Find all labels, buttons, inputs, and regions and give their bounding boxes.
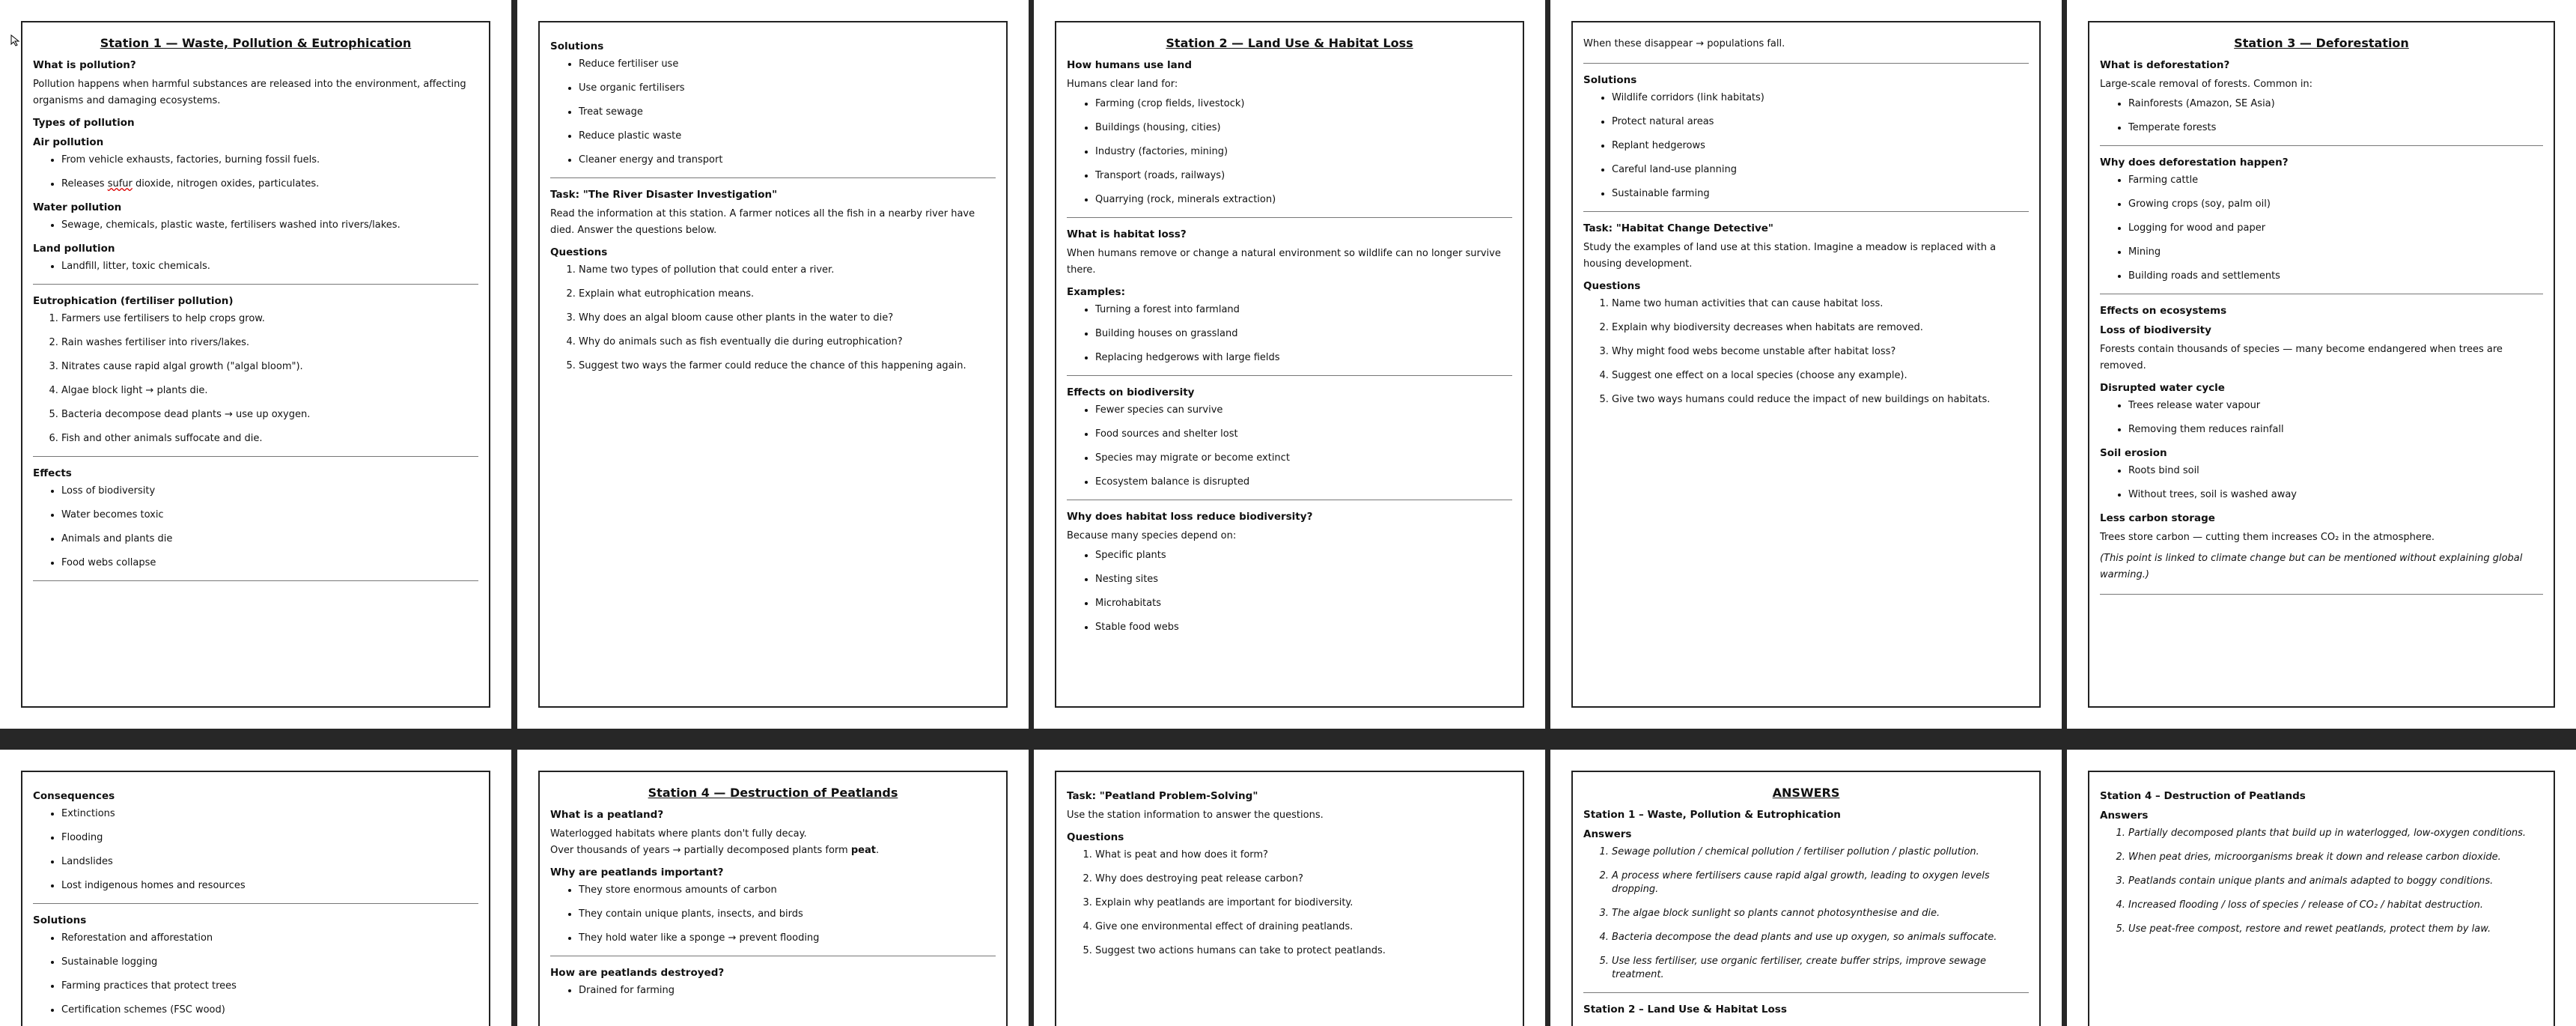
list-item: 1. Sewage pollution / chemical pollution / fertiliser pollution / plastic pollution. — [1612, 846, 2029, 859]
list-item: 3. Why does an algal bloom cause other plants in the water to die? — [579, 312, 996, 325]
paragraph: Use the station information to answer the questions. — [1067, 810, 1324, 821]
list-item: • Replant hedgerows — [1612, 139, 2029, 153]
list-item: • Logging for wood and paper — [2128, 222, 2543, 235]
list-item: • Building roads and settlements — [2128, 270, 2543, 283]
list-item: • Reforestation and afforestation — [61, 932, 478, 945]
page-7 — [517, 750, 1029, 1026]
list-item: 4. Suggest one effect on a local species (choose any example). — [1612, 369, 2029, 383]
list-item: 2. A process where fertilisers cause rapid algal growth, leading to oxygen levels dropping. — [1612, 869, 2029, 896]
list-item: 2. Explain why biodiversity decreases when habitats are removed. — [1612, 321, 2029, 335]
bullet-list — [1583, 91, 2029, 201]
divider — [1067, 375, 1512, 376]
heading: Solutions — [33, 914, 87, 926]
heading: How are peatlands destroyed? — [550, 967, 725, 979]
list-item: 6. Fish and other animals suffocate and die. — [61, 432, 478, 446]
list-item: • Buildings (housing, cities) — [1095, 121, 1512, 135]
subheading: Air pollution — [33, 136, 104, 148]
divider — [33, 580, 478, 581]
list-item: 3. Peatlands contain unique plants and animals adapted to boggy conditions. — [2128, 875, 2543, 888]
station-2-title: Station 2 — Land Use & Habitat Loss — [1166, 36, 1413, 50]
bold-term: peat — [850, 845, 876, 856]
heading: Task: "The River Disaster Investigation" — [550, 189, 778, 201]
paragraph: Read the information at this station. A farmer notices all the fish in a nearby river have died. Answer the questions below. — [550, 208, 975, 236]
station-1-title: Station 1 — Waste, Pollution & Eutrophication — [100, 36, 412, 50]
bullet-list — [2100, 97, 2543, 135]
note: (This point is linked to climate change but can be mentioned without explaining global warming.) — [2100, 553, 2523, 580]
divider — [33, 284, 478, 285]
list-item: • Roots bind soil — [2128, 464, 2543, 478]
list-item: • Specific plants — [1095, 549, 1512, 562]
paragraph: Waterlogged habitats where plants don't fully decay. — [550, 828, 807, 840]
bullet-list — [1067, 97, 1512, 207]
list-item: • Protect natural areas — [1612, 115, 2029, 129]
list-item: • Growing crops (soy, palm oil) — [2128, 198, 2543, 211]
list-item: • Wildlife corridors (link habitats) — [1612, 91, 2029, 105]
heading: Task: "Habitat Change Detective" — [1583, 222, 1773, 234]
heading: Consequences — [33, 790, 115, 802]
list-item: • Rainforests (Amazon, SE Asia) — [2128, 97, 2543, 111]
page-3-frame — [1055, 21, 1524, 708]
subheading: Water pollution — [33, 201, 122, 213]
page-10 — [2067, 750, 2576, 1026]
heading: Station 1 – Waste, Pollution & Eutrophication — [1583, 809, 1841, 821]
list-item: 5. Use less fertiliser, use organic fertiliser, create buffer strips, improve sewage treatment. — [1612, 955, 2029, 982]
station-3-title: Station 3 — Deforestation — [2234, 36, 2409, 50]
list-item: • Use organic fertilisers — [579, 82, 996, 95]
subheading: Land pollution — [33, 243, 115, 255]
subheading: Soil erosion — [2100, 447, 2167, 459]
list-item: 4. Give one environmental effect of draining peatlands. — [1095, 920, 1512, 934]
divider — [1583, 211, 2029, 212]
list-item: • Food webs collapse — [61, 556, 478, 570]
bullet-list — [33, 219, 478, 232]
list-item: • They store enormous amounts of carbon — [579, 884, 996, 897]
heading: What is pollution? — [33, 59, 136, 71]
divider — [2100, 594, 2543, 595]
list-item: • Temperate forests — [2128, 121, 2543, 135]
subheading: Answers — [2100, 810, 2149, 822]
heading: What is a peatland? — [550, 809, 664, 821]
list-item: • Without trees, soil is washed away — [2128, 488, 2543, 502]
numbered-list — [550, 264, 996, 373]
page-5 — [2067, 0, 2576, 729]
heading: Solutions — [1583, 74, 1637, 86]
numbered-list — [1067, 849, 1512, 958]
station-4-title: Station 4 — Destruction of Peatlands — [648, 786, 898, 800]
numbered-list — [1583, 846, 2029, 982]
divider — [33, 903, 478, 904]
bullet-list — [550, 884, 996, 945]
heading: Task: "Peatland Problem-Solving" — [1067, 790, 1258, 802]
list-item: • Certification schemes (FSC wood) — [61, 1004, 478, 1017]
page-9-frame — [1571, 771, 2041, 1026]
paragraph: When these disappear → populations fall. — [1583, 38, 1785, 49]
list-item: 1. Name two types of pollution that could enter a river. — [579, 264, 996, 277]
list-item: • Farming (crop fields, livestock) — [1095, 97, 1512, 111]
divider — [33, 456, 478, 457]
list-item: 2. Why does destroying peat release carbon? — [1095, 872, 1512, 886]
page-2-frame — [538, 21, 1008, 708]
text: . — [875, 845, 880, 856]
list-item: • Transport (roads, railways) — [1095, 169, 1512, 183]
page-9 — [1550, 750, 2062, 1026]
numbered-list — [33, 312, 478, 446]
list-item: 2. Rain washes fertiliser into rivers/lakes. — [61, 336, 478, 350]
subheading: Less carbon storage — [2100, 512, 2215, 524]
bullet-list — [33, 260, 478, 273]
list-item: 5. Use peat-free compost, restore and rewet peatlands, protect them by law. — [2128, 923, 2543, 936]
paragraph: Large-scale removal of forests. Common in: — [2100, 79, 2313, 90]
list-item: 3. Explain why peatlands are important for biodiversity. — [1095, 896, 1512, 910]
heading: Questions — [1583, 280, 1641, 292]
list-item: • Turning a forest into farmland — [1095, 303, 1512, 317]
heading: Effects — [33, 467, 72, 479]
bullet-list — [2100, 174, 2543, 283]
list-item: 2. Explain what eutrophication means. — [579, 288, 996, 301]
heading: Solutions — [550, 40, 604, 52]
divider — [2100, 145, 2543, 146]
list-item: • Loss of biodiversity — [61, 485, 478, 498]
list-item: • Animals and plants die — [61, 532, 478, 546]
list-item: • Industry (factories, mining) — [1095, 145, 1512, 159]
bullet-list — [1067, 303, 1512, 365]
page-4-frame — [1571, 21, 2041, 708]
heading: Eutrophication (fertiliser pollution) — [33, 295, 234, 307]
list-item: • Trees release water vapour — [2128, 399, 2543, 413]
list-item: • Landfill, litter, toxic chemicals. — [61, 260, 478, 273]
list-item: 1. Farmers use fertilisers to help crops grow. — [61, 312, 478, 326]
list-item: • They hold water like a sponge → prevent flooding — [579, 932, 996, 945]
list-item: • Farming practices that protect trees — [61, 980, 478, 993]
page-10-frame — [2088, 771, 2555, 1026]
list-item: • Species may migrate or become extinct — [1095, 452, 1512, 465]
page-6-frame — [21, 771, 490, 1026]
list-item: • Nesting sites — [1095, 573, 1512, 586]
list-item: 4. Increased flooding / loss of species / release of CO₂ / habitat destruction. — [2128, 899, 2543, 912]
bullet-list — [550, 58, 996, 167]
heading: What is deforestation? — [2100, 59, 2230, 71]
divider — [1583, 63, 2029, 64]
list-item: 2. When peat dries, microorganisms break it down and release carbon dioxide. — [2128, 851, 2543, 864]
list-item: • Stable food webs — [1095, 621, 1512, 634]
list-item: 3. The algae block sunlight so plants cannot photosynthesise and die. — [1612, 907, 2029, 920]
list-item: 3. Why might food webs become unstable after habitat loss? — [1612, 345, 2029, 359]
bullet-list — [1067, 404, 1512, 489]
list-item: • Building houses on grassland — [1095, 327, 1512, 341]
page-8 — [1034, 750, 1545, 1026]
list-item: 1. Partially decomposed plants that build up in waterlogged, low-oxygen conditions. — [2128, 827, 2543, 840]
list-item: • From vehicle exhausts, factories, burning fossil fuels. — [61, 154, 478, 167]
list-item: • Mining — [2128, 246, 2543, 259]
list-item: 3. Nitrates cause rapid algal growth ("algal bloom"). — [61, 360, 478, 374]
bullet-list — [1067, 549, 1512, 634]
page-2 — [517, 0, 1029, 729]
list-item: • Careful land-use planning — [1612, 163, 2029, 177]
list-item: 5. Suggest two actions humans can take to protect peatlands. — [1095, 944, 1512, 958]
text: dioxide, nitrogen oxides, particulates. — [132, 178, 320, 189]
page-6 — [0, 750, 511, 1026]
list-item: • Water becomes toxic — [61, 509, 478, 522]
page-1 — [0, 0, 511, 729]
list-item: • Food sources and shelter lost — [1095, 428, 1512, 441]
list-item: • Quarrying (rock, minerals extraction) — [1095, 193, 1512, 207]
list-item: • Flooding — [61, 831, 478, 845]
bullet-list — [33, 485, 478, 570]
heading: Effects on biodiversity — [1067, 386, 1195, 398]
heading: Why does habitat loss reduce biodiversity? — [1067, 511, 1313, 523]
list-item: • Treat sewage — [579, 106, 996, 119]
list-item: 5. Bacteria decompose dead plants → use up oxygen. — [61, 408, 478, 422]
page-4 — [1550, 0, 2062, 729]
page-3 — [1034, 0, 1545, 729]
list-item: • Fewer species can survive — [1095, 404, 1512, 417]
heading: Examples: — [1067, 286, 1125, 298]
subheading: Loss of biodiversity — [2100, 324, 2211, 336]
heading: Types of pollution — [33, 117, 135, 129]
list-item: • Reduce fertiliser use — [579, 58, 996, 71]
bullet-list — [33, 932, 478, 1017]
list-item: 1. What is peat and how does it form? — [1095, 849, 1512, 862]
bullet-list — [33, 807, 478, 893]
list-item: • Sustainable logging — [61, 956, 478, 969]
page-5-frame — [2088, 21, 2555, 708]
bullet-list — [550, 984, 996, 998]
list-item: • Removing them reduces rainfall — [2128, 423, 2543, 437]
list-item: 5. Give two ways humans could reduce the impact of new buildings on habitats. — [1612, 393, 2029, 407]
heading: Why does deforestation happen? — [2100, 157, 2289, 169]
heading: What is habitat loss? — [1067, 228, 1187, 240]
page-1-frame — [21, 21, 490, 708]
list-item: 4. Algae block light → plants die. — [61, 384, 478, 398]
list-item: • Farming cattle — [2128, 174, 2543, 187]
text: Over thousands of years → partially decomposed plants form — [550, 845, 851, 856]
heading: How humans use land — [1067, 59, 1193, 71]
list-item: • Ecosystem balance is disrupted — [1095, 476, 1512, 489]
list-item: • Reduce plastic waste — [579, 130, 996, 143]
bullet-list — [33, 154, 478, 191]
paragraph: When humans remove or change a natural environment so wildlife can no longer survive there. — [1067, 248, 1501, 276]
paragraph: Because many species depend on: — [1067, 530, 1237, 541]
list-item: • Drained for farming — [579, 984, 996, 998]
paragraph: Pollution happens when harmful substances are released into the environment, affecting organisms and damaging ecosystems. — [33, 79, 466, 106]
paragraph: Study the examples of land use at this station. Imagine a meadow is replaced with a housing development. — [1583, 242, 1997, 270]
page-8-frame — [1055, 771, 1524, 1026]
answers-title: ANSWERS — [1772, 786, 1840, 800]
bullet-list — [2100, 464, 2543, 502]
list-item: • Extinctions — [61, 807, 478, 821]
list-item: • Landslides — [61, 855, 478, 869]
list-item: 5. Suggest two ways the farmer could reduce the chance of this happening again. — [579, 359, 996, 373]
divider — [1067, 217, 1512, 218]
heading: Questions — [1067, 831, 1124, 843]
text: Releases — [61, 178, 108, 189]
list-item: • Cleaner energy and transport — [579, 154, 996, 167]
list-item: • Sustainable farming — [1612, 187, 2029, 201]
bullet-list — [2100, 399, 2543, 437]
list-item: 1. Name two human activities that can cause habitat loss. — [1612, 297, 2029, 311]
list-item: • Microhabitats — [1095, 597, 1512, 610]
heading: Questions — [550, 246, 608, 258]
list-item: • Sewage, chemicals, plastic waste, fertilisers washed into rivers/lakes. — [61, 219, 478, 232]
numbered-list — [1583, 297, 2029, 407]
subheading: Disrupted water cycle — [2100, 382, 2225, 394]
divider — [1583, 992, 2029, 993]
misspelled-word[interactable]: sufur — [107, 178, 133, 189]
numbered-list — [2100, 827, 2543, 936]
page-7-frame — [538, 771, 1008, 1026]
list-item — [61, 177, 478, 191]
heading: Station 4 – Destruction of Peatlands — [2100, 790, 2306, 802]
paragraph — [550, 843, 996, 859]
paragraph: Forests contain thousands of species — many become endangered when trees are removed. — [2100, 344, 2503, 371]
paragraph: Humans clear land for: — [1067, 79, 1178, 90]
divider — [550, 177, 996, 178]
paragraph: Trees store carbon — cutting them increases CO₂ in the atmosphere. — [2100, 532, 2435, 543]
list-item: • They contain unique plants, insects, and birds — [579, 908, 996, 921]
list-item: • Replacing hedgerows with large fields — [1095, 351, 1512, 365]
subheading: Answers — [1583, 828, 1632, 840]
heading: Why are peatlands important? — [550, 866, 724, 878]
list-item: 4. Why do animals such as fish eventually die during eutrophication? — [579, 336, 996, 349]
heading: Station 2 – Land Use & Habitat Loss — [1583, 1004, 1787, 1016]
heading: Effects on ecosystems — [2100, 305, 2227, 317]
list-item: • Lost indigenous homes and resources — [61, 879, 478, 893]
list-item: 4. Bacteria decompose the dead plants and use up oxygen, so animals suffocate. — [1612, 931, 2029, 944]
